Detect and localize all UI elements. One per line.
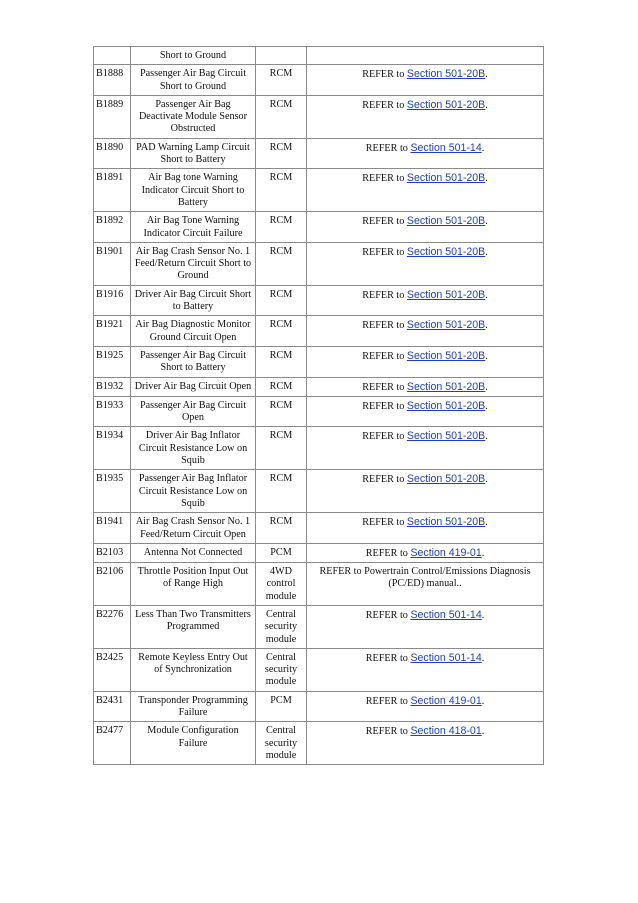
dtc-code-cell: B2425 xyxy=(94,648,131,691)
dtc-code-cell: B1901 xyxy=(94,242,131,285)
dtc-code-cell: B2276 xyxy=(94,605,131,648)
module-cell: 4WD control module xyxy=(256,563,307,606)
dtc-description-cell: Driver Air Bag Circuit Open xyxy=(131,377,256,396)
dtc-code-cell: B1925 xyxy=(94,346,131,377)
action-cell xyxy=(307,212,544,243)
section-link[interactable]: Section 501-20B xyxy=(406,245,486,258)
table-row xyxy=(94,648,544,691)
section-link[interactable]: Section 501-14 xyxy=(410,141,482,154)
dtc-description-cell: Air Bag tone Warning Indicator Circuit Short to Battery xyxy=(131,169,256,212)
section-link[interactable]: Section 419-01 xyxy=(410,694,482,707)
refer-text: REFER to xyxy=(362,289,407,301)
module-cell: RCM xyxy=(256,427,307,470)
dtc-description-cell: Antenna Not Connected xyxy=(131,543,256,562)
refer-tail-text: . xyxy=(481,652,485,664)
refer-text: REFER to xyxy=(362,474,407,486)
action-cell xyxy=(307,648,544,691)
section-link[interactable]: Section 418-01 xyxy=(410,725,482,738)
section-link[interactable]: Section 501-20B xyxy=(406,516,486,529)
table-row xyxy=(94,691,544,722)
dtc-table xyxy=(93,46,544,765)
refer-tail-text: . xyxy=(485,431,488,443)
dtc-description-cell: PAD Warning Lamp Circuit Short to Battery xyxy=(131,138,256,169)
dtc-code-cell: B1890 xyxy=(94,138,131,169)
dtc-description-cell: Short to Ground xyxy=(131,47,256,65)
action-cell xyxy=(307,242,544,285)
dtc-description-cell: Driver Air Bag Inflator Circuit Resistance Low on Squib xyxy=(131,427,256,470)
refer-tail-text: . xyxy=(485,173,488,185)
module-cell: PCM xyxy=(256,543,307,562)
table-row xyxy=(94,242,544,285)
dtc-code-cell: B1934 xyxy=(94,427,131,470)
refer-text: REFER to xyxy=(362,173,407,185)
action-cell xyxy=(307,691,544,722)
dtc-code-cell: B1933 xyxy=(94,396,131,427)
module-cell xyxy=(256,47,307,65)
dtc-description-cell: Passenger Air Bag Deactivate Module Sensor Obstructed xyxy=(131,95,256,138)
refer-text: REFER to xyxy=(362,69,407,81)
action-cell xyxy=(307,605,544,648)
dtc-code-cell: B1889 xyxy=(94,95,131,138)
table-row xyxy=(94,605,544,648)
refer-tail-text: . xyxy=(485,474,488,486)
refer-tail-text: . xyxy=(485,400,488,412)
dtc-code-cell: B1941 xyxy=(94,513,131,544)
table-row xyxy=(94,316,544,347)
table-row xyxy=(94,513,544,544)
action-cell xyxy=(307,346,544,377)
table-row xyxy=(94,285,544,316)
dtc-code-cell xyxy=(94,47,131,65)
action-cell xyxy=(307,47,544,65)
module-cell: RCM xyxy=(256,396,307,427)
table-row xyxy=(94,65,544,96)
section-link[interactable]: Section 501-20B xyxy=(406,380,486,393)
module-cell: RCM xyxy=(256,65,307,96)
module-cell: RCM xyxy=(256,316,307,347)
table-row xyxy=(94,95,544,138)
section-link[interactable]: Section 501-20B xyxy=(406,98,486,111)
dtc-description-cell: Throttle Position Input Out of Range High xyxy=(131,563,256,606)
refer-text: REFER to xyxy=(362,381,407,393)
dtc-code-cell: B2106 xyxy=(94,563,131,606)
section-link[interactable]: Section 501-20B xyxy=(406,288,486,301)
refer-tail-text: . xyxy=(485,320,488,332)
dtc-description-cell: Passenger Air Bag Inflator Circuit Resistance Low on Squib xyxy=(131,470,256,513)
refer-text: REFER to xyxy=(365,547,411,559)
refer-tail-text: . xyxy=(481,142,485,154)
refer-text: REFER to Powertrain Control/Emissions Diagnosis (PC/ED) manual.. xyxy=(319,566,531,590)
action-cell xyxy=(307,285,544,316)
refer-tail-text: . xyxy=(485,69,488,81)
module-cell: RCM xyxy=(256,169,307,212)
refer-text: REFER to xyxy=(362,216,407,228)
dtc-code-cell: B1888 xyxy=(94,65,131,96)
table-row xyxy=(94,377,544,396)
dtc-code-cell: B1916 xyxy=(94,285,131,316)
dtc-description-cell: Less Than Two Transmitters Programmed xyxy=(131,605,256,648)
dtc-code-cell: B1892 xyxy=(94,212,131,243)
dtc-code-cell: B1891 xyxy=(94,169,131,212)
dtc-description-cell: Passenger Air Bag Circuit Short to Battery xyxy=(131,346,256,377)
module-cell: Central security module xyxy=(256,648,307,691)
refer-tail-text: . xyxy=(481,547,485,559)
dtc-code-cell: B1932 xyxy=(94,377,131,396)
action-cell xyxy=(307,95,544,138)
module-cell: RCM xyxy=(256,513,307,544)
dtc-description-cell: Air Bag Crash Sensor No. 1 Feed/Return Circuit Short to Ground xyxy=(131,242,256,285)
module-cell: RCM xyxy=(256,242,307,285)
refer-tail-text: . xyxy=(481,609,485,621)
table-row xyxy=(94,470,544,513)
action-cell xyxy=(307,470,544,513)
action-cell xyxy=(307,396,544,427)
table-row xyxy=(94,563,544,606)
refer-text: REFER to xyxy=(362,99,407,111)
action-cell xyxy=(307,722,544,765)
dtc-description-cell: Air Bag Diagnostic Monitor Ground Circuit Open xyxy=(131,316,256,347)
section-link[interactable]: Section 501-14 xyxy=(410,651,482,664)
dtc-table-body xyxy=(94,47,544,765)
section-link[interactable]: Section 501-20B xyxy=(406,215,486,228)
refer-tail-text: . xyxy=(485,216,488,228)
refer-tail-text: . xyxy=(481,695,485,707)
dtc-code-cell: B1921 xyxy=(94,316,131,347)
dtc-description-cell: Module Configuration Failure xyxy=(131,722,256,765)
dtc-description-cell: Transponder Programming Failure xyxy=(131,691,256,722)
action-cell xyxy=(307,543,544,562)
refer-tail-text: . xyxy=(485,99,488,111)
module-cell: RCM xyxy=(256,470,307,513)
section-link[interactable]: Section 419-01 xyxy=(410,546,482,559)
dtc-description-cell: Air Bag Tone Warning Indicator Circuit Failure xyxy=(131,212,256,243)
module-cell: RCM xyxy=(256,377,307,396)
action-cell xyxy=(307,563,544,606)
table-row xyxy=(94,543,544,562)
refer-text: REFER to xyxy=(365,652,411,664)
refer-text: REFER to xyxy=(362,320,407,332)
dtc-description-cell: Air Bag Crash Sensor No. 1 Feed/Return Circuit Open xyxy=(131,513,256,544)
refer-text: REFER to xyxy=(365,142,411,154)
table-row xyxy=(94,138,544,169)
refer-text: REFER to xyxy=(362,400,407,412)
section-link[interactable]: Section 501-20B xyxy=(406,319,486,332)
module-cell: RCM xyxy=(256,212,307,243)
dtc-code-cell: B2431 xyxy=(94,691,131,722)
refer-tail-text: . xyxy=(485,517,488,529)
action-cell xyxy=(307,316,544,347)
module-cell: RCM xyxy=(256,95,307,138)
module-cell: RCM xyxy=(256,285,307,316)
section-link[interactable]: Section 501-20B xyxy=(406,68,486,81)
dtc-description-cell: Passenger Air Bag Circuit Short to Ground xyxy=(131,65,256,96)
refer-tail-text: . xyxy=(481,726,485,738)
action-cell xyxy=(307,513,544,544)
section-link[interactable]: Section 501-20B xyxy=(406,430,486,443)
action-cell xyxy=(307,138,544,169)
refer-text: REFER to xyxy=(365,726,411,738)
section-link[interactable]: Section 501-20B xyxy=(406,473,486,486)
section-link[interactable]: Section 501-14 xyxy=(410,608,482,621)
table-row xyxy=(94,47,544,65)
table-row xyxy=(94,427,544,470)
action-cell xyxy=(307,169,544,212)
action-cell xyxy=(307,377,544,396)
module-cell: RCM xyxy=(256,138,307,169)
section-link[interactable]: Section 501-20B xyxy=(406,399,486,412)
module-cell: Central security module xyxy=(256,605,307,648)
refer-text: REFER to xyxy=(362,517,407,529)
module-cell: PCM xyxy=(256,691,307,722)
module-cell: RCM xyxy=(256,346,307,377)
dtc-description-cell: Passenger Air Bag Circuit Open xyxy=(131,396,256,427)
table-row xyxy=(94,212,544,243)
table-row xyxy=(94,396,544,427)
refer-text: REFER to xyxy=(362,350,407,362)
action-cell xyxy=(307,65,544,96)
dtc-code-cell: B2477 xyxy=(94,722,131,765)
refer-tail-text: . xyxy=(485,289,488,301)
section-link[interactable]: Section 501-20B xyxy=(406,172,486,185)
table-row xyxy=(94,722,544,765)
table-row xyxy=(94,169,544,212)
action-cell xyxy=(307,427,544,470)
dtc-code-cell: B2103 xyxy=(94,543,131,562)
table-row xyxy=(94,346,544,377)
refer-text: REFER to xyxy=(362,246,407,258)
refer-tail-text: . xyxy=(485,350,488,362)
refer-tail-text: . xyxy=(485,246,488,258)
dtc-description-cell: Driver Air Bag Circuit Short to Battery xyxy=(131,285,256,316)
module-cell: Central security module xyxy=(256,722,307,765)
refer-text: REFER to xyxy=(365,695,411,707)
section-link[interactable]: Section 501-20B xyxy=(406,349,486,362)
refer-tail-text: . xyxy=(485,381,488,393)
dtc-description-cell: Remote Keyless Entry Out of Synchronization xyxy=(131,648,256,691)
dtc-code-cell: B1935 xyxy=(94,470,131,513)
refer-text: REFER to xyxy=(365,609,411,621)
refer-text: REFER to xyxy=(362,431,407,443)
